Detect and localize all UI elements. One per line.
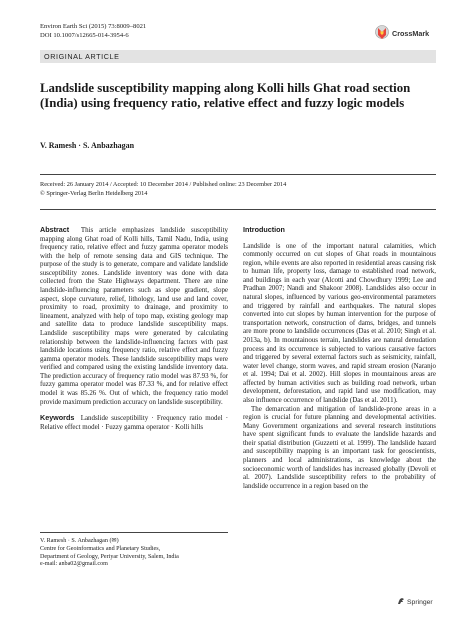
author-affiliation xyxy=(40,538,228,569)
springer-logo xyxy=(397,597,433,607)
abstract xyxy=(40,226,228,406)
keywords xyxy=(40,414,228,431)
journal-doi[interactable]: DOI 10.1007/s12665-014-3954-6 xyxy=(40,31,129,39)
left-column xyxy=(40,226,228,431)
crossmark-badge[interactable] xyxy=(375,25,429,41)
journal-volume: Environ Earth Sci (2015) 73:8009–8021 xyxy=(40,23,147,30)
affiliation-divider xyxy=(40,532,228,533)
dates-divider xyxy=(40,209,436,210)
springer-label: Springer xyxy=(407,598,433,606)
header-divider xyxy=(40,174,436,175)
publication-dates xyxy=(40,181,286,198)
keywords-heading: Keywords xyxy=(40,413,75,423)
author-list: V. Ramesh · S. Anbazhagan xyxy=(40,141,135,150)
right-column xyxy=(243,226,436,490)
springer-horse-icon xyxy=(397,597,405,607)
journal-citation xyxy=(40,23,146,40)
crossmark-icon xyxy=(375,25,389,41)
affiliation-department: Department of Geology, Periyar University, Salem, India xyxy=(40,553,179,560)
copyright-line: © Springer-Verlag Berlin Heidelberg 2014 xyxy=(40,189,148,197)
introduction-heading: Introduction xyxy=(243,225,285,234)
introduction-paragraph-1: Landslide is one of the important natural calamities, which commonly occurred on cut slopes of Ghat roads in mountainous region, while events are also reported in residential areas causing risk to human life, property loss, damage to established road network, and buildings in each year (Alcotti and Chowdhury 1999; Lee and Pradhan 2007; Nandi and Shakoor 2008). Landslides also occur in natural slopes, influenced by various geo-environmental parameters and triggered by rainfall and earthquakes. The natural slopes converted into cut slopes by human intervention for the purpose of transportation network, construction of dams, bridges, and tunnels are more prone to landslide occurrences (Das et al. 2010; Singh et al. 2013a, b). In mountainous terrain, landslides are natural denudation process and its occurrence is subjected to various causative factors and triggered by several external factors such as seismicity, rainfall, water level change, storm waves, and rapid stream erosion (Naranjo et al. 1994; Dai et al. 2002). Hill slopes in mountainous areas are affected by human activities such as building road network, urban development, deforestation, and rapid land use modification, may also influence occurrence of landslide (Das et al. 2011). xyxy=(243,241,436,404)
keywords-text: Landslide susceptibility · Frequency ratio model · Relative effect model · Fuzzy gamma operator · Kolli hills xyxy=(40,414,229,431)
article-title: Landslide susceptibility mapping along Kolli hills Ghat road section (India) using frequency ratio, relative effect and fuzzy logic models xyxy=(40,81,411,111)
history-dates: Received: 26 January 2014 / Accepted: 10 December 2014 / Published online: 23 December 2014 xyxy=(40,181,287,188)
affiliation-email[interactable]: e-mail: anba02@gmail.com xyxy=(40,561,108,568)
introduction-paragraph-2: The demarcation and mitigation of landslide-prone areas in a region is crucial for future planning and developmental activities. Many Government organizations and several research institutions have spent significant funds to evaluate the landslide hazards and their spatial distribution (Guzzetti et al. 1999). The landslide hazard and susceptibility mapping is an important task for geoscientists, planners and local administrations, as knowledge about the socioeconomic worth of landslides has increased globally (Devoli et al. 2007). Landslide susceptibility refers to the probability of landslide occurrence in a region based on the xyxy=(243,404,436,490)
abstract-heading: Abstract xyxy=(40,225,70,234)
abstract-text: This article emphasizes landslide susceptibility mapping along Ghat road of Kolli hills, Tamil Nadu, India, using frequency ratio, relative effect and fuzzy gamma operator models with the help of remote sensing data and GIS technique. The purpose of the study is to generate, compare and validate landslide susceptibility zones. Landslide inventory was done with data collected from the State Highways department. There are nine landslide-influencing parameters such as slope gradient, slope aspect, slope curvature, relief, lithology, land use and land cover, proximity to road, proximity to drainage, and proximity to lineament, analyzed with help of topo map, existing geology map and satellite data to produce landslide susceptibility maps. Landslide susceptibility maps were generated by calculating relationship between the landslide-influencing factors with past landslide locations using frequency ratio, relative effect and fuzzy gamma operator models. These landslide susceptibility maps were verified and compared using the existing landslide inventory data. The prediction accuracy of frequency ratio model was 87.93 %, for fuzzy gamma operator model was 87.33 %, and for relative effect model it was 85.26 %. Out of which, the frequency ratio model provide maximum prediction accuracy on landslide susceptibility. xyxy=(40,226,229,406)
crossmark-label: CrossMark xyxy=(392,28,430,38)
article-type-banner: ORIGINAL ARTICLE xyxy=(40,50,436,63)
affiliation-authors: V. Ramesh · S. Anbazhagan (✉) xyxy=(40,538,119,544)
affiliation-centre: Centre for Geoinformatics and Planetary Studies, xyxy=(40,545,161,552)
